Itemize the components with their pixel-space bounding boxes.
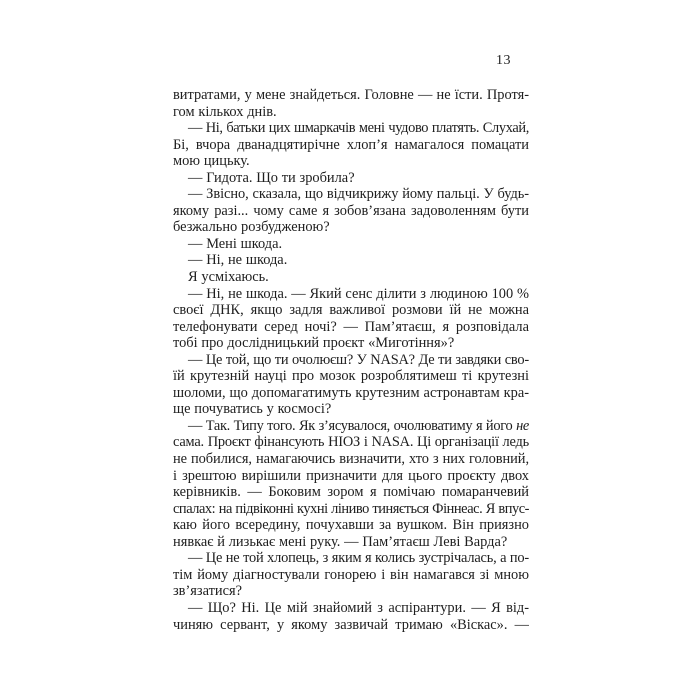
text-line: сама. Проєкт фінансують НІОЗ і NASA. Ці організації ледь [173,434,529,451]
text-line: Я усміхаюсь. [188,269,269,286]
text-line: — Ні, батьки цих шмаркачів мені чудово платять. Слухай, [188,120,529,137]
text-line: тобі про дослідницький проєкт «Миготіння»? [173,335,455,352]
text-line: — Ні, не шкода. [188,252,288,269]
text-line: керівників. — Боковим зором я помічаю помаранчевий [173,484,529,501]
text-line: якому разі... чому саме я зобов’язана задоволенням бути [173,202,529,219]
page-number: 13 [496,53,511,68]
text-line: — Мені шкода. [188,235,283,252]
text-line: нявкає й лизькає мені руку. — Пам’ятаєш Леві Варда? [173,533,508,550]
text-line: своєї ДНК, якщо задля важливої розмови їй не можна [173,302,529,319]
text-line: каю його всередину, почухавши за вушком. Він приязно [173,517,529,534]
text-line: — Що? Ні. Це мій знайомий з аспірантури. — Я від- [188,599,529,616]
text-line: мою цицьку. [173,153,250,170]
text-line: і зрештою вирішили призначити для цього проєкту двох [173,467,529,484]
text-line: тім йому діагностували гонорею і він намагався зі мною [173,566,529,583]
text-line: їй крутезній науці про мозок розроблятимеш ті крутезні [173,368,529,385]
text-line: — Це не той хлопець, з яким я колись зустрічалась, а по- [188,550,529,567]
italic-word: не [516,417,529,434]
page-text [173,87,529,633]
text-line: — Ні, не шкода. — Який сенс ділити з людиною 100 % [188,285,529,302]
text-line: витратами, у мене знайдеться. Головне — не їсти. Протя- [173,87,529,103]
text-line: безжально розбудженою? [173,219,330,236]
text-line: телефонувати серед ночі? — Пам’ятаєш, я розповідала [173,318,529,335]
text-run: — Так. Типу того. Як з’ясувалося, очолюватиму я його [188,417,517,434]
text-line: Бі, вчора дванадцятирічне хлоп’я намагалося помацати [173,136,529,153]
text-line: — Звісно, сказала, що відчикрижу йому пальці. У будь- [188,186,529,203]
text-line [173,418,529,435]
text-line: спалах: на підвіконні кухні ліниво тиняється Фіннеас. Я впус- [173,500,529,517]
text-line: чиняю сервант, у якому зазвичай тримаю «Віскас». — [173,616,529,633]
text-line: гом кількох днів. [173,103,277,120]
text-line: не побилися, намагаючись визначити, хто з них головний, [173,451,529,468]
text-line: шоломи, що допомагатимуть крутезним астронавтам кра- [173,384,529,401]
text-line: зв’язатися? [173,583,242,600]
text-line: — Це той, що ти очолюєш? У NASA? Де ти завдяки сво- [188,351,529,368]
text-line: ще почуватись у космосі? [173,401,332,418]
text-line: — Гидота. Що ти зробила? [188,169,355,186]
